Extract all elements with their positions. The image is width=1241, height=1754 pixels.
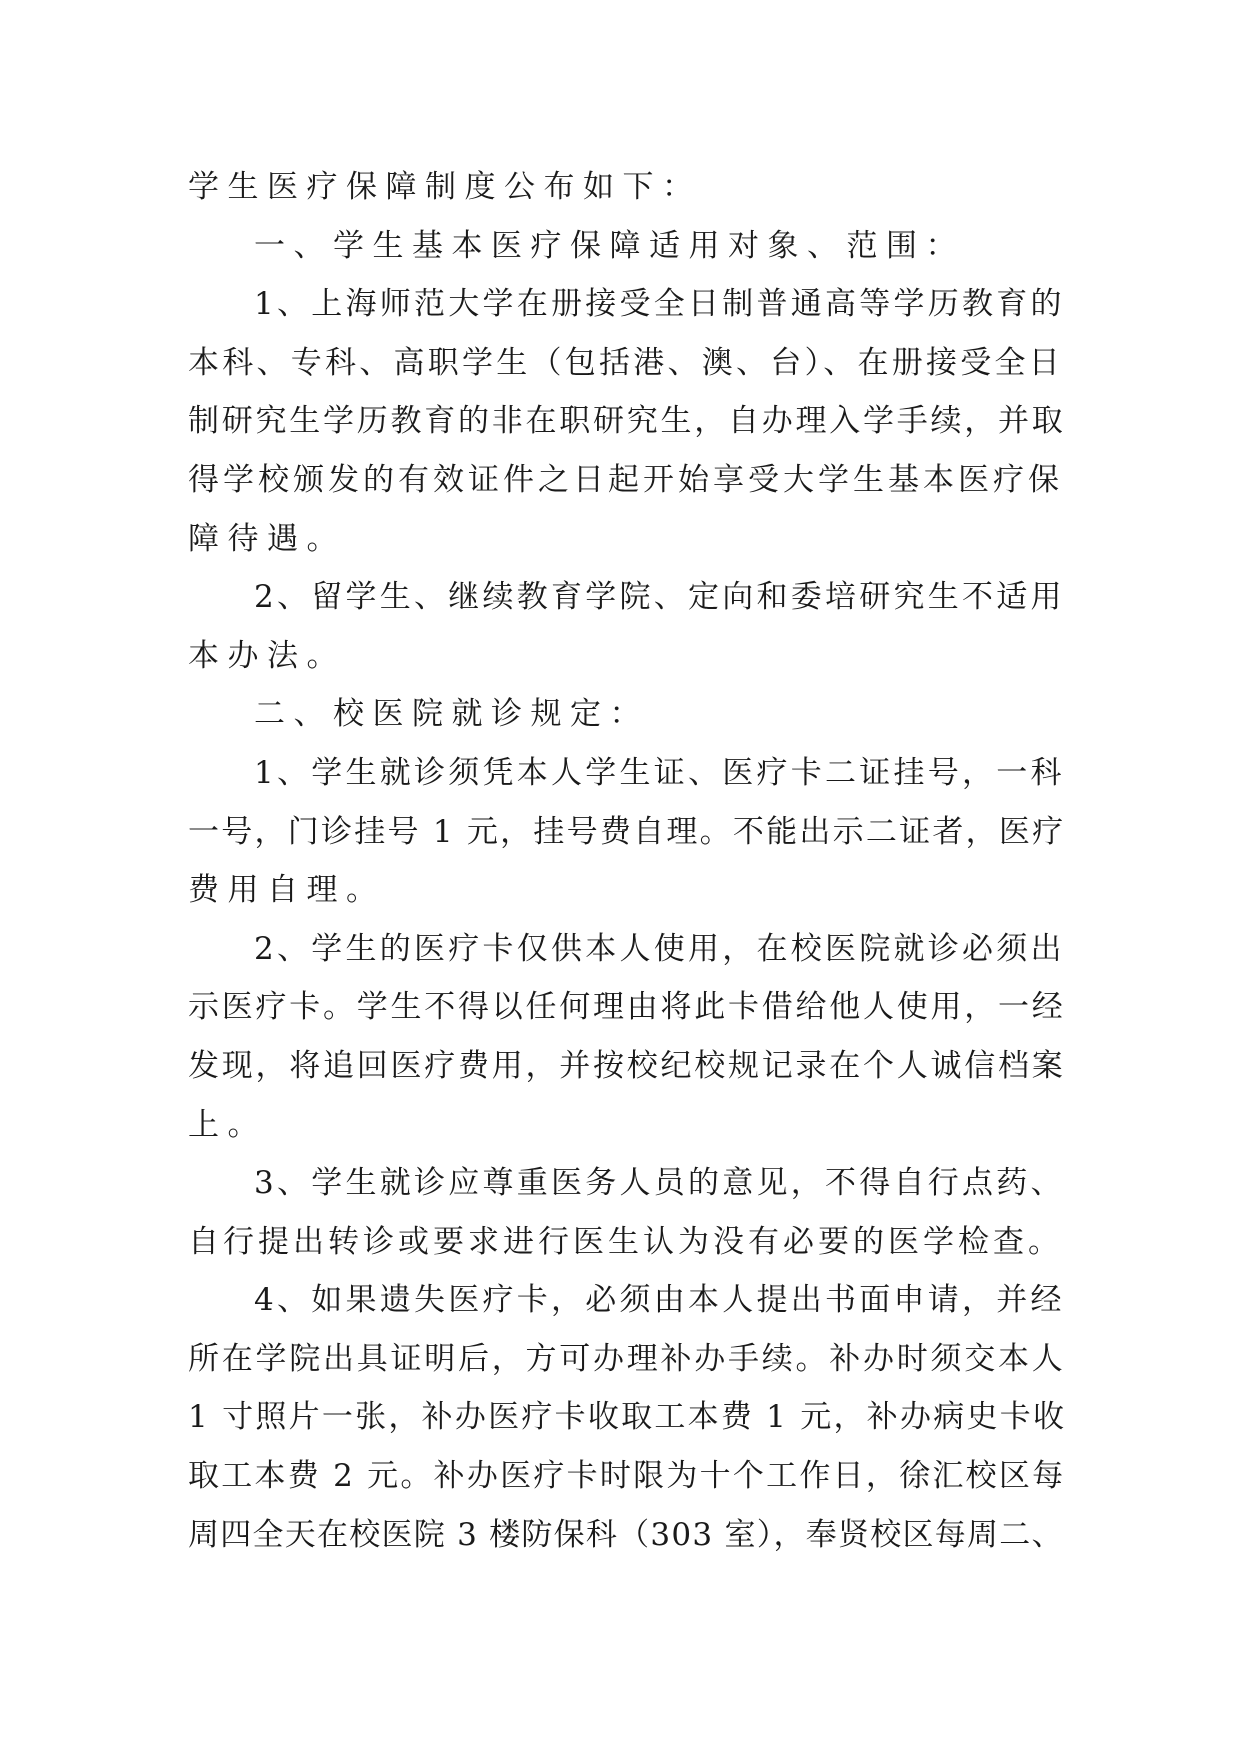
text-line: 学生医疗保障制度公布如下： — [188, 169, 702, 205]
text-line: 自行提出转诊或要求进行医生认为没有必要的医学检查。 — [188, 1223, 1063, 1260]
text-line: 1 寸照片一张，补办医疗卡收取工本费 1 元，补办病史卡收 — [188, 1399, 1067, 1436]
text-line: 3、学生就诊应尊重医务人员的意见，不得自行点药、 — [254, 1165, 1065, 1202]
text-line: 本科、专科、高职学生（包括港、澳、台）、在册接受全日 — [188, 344, 1063, 381]
text-line: 费用自理。 — [188, 872, 386, 909]
paragraph-section-2-item-3 — [188, 1154, 1068, 1271]
paragraph-intro — [188, 158, 1068, 217]
text-line: 2、留学生、继续教育学院、定向和委培研究生不适用 — [254, 579, 1065, 616]
text-line: 4、如果遗失医疗卡，必须由本人提出书面申请，并经 — [254, 1282, 1065, 1319]
text-line: 周四全天在校医院 3 楼防保科（303 室），奉贤校区每周二、 — [188, 1516, 1064, 1553]
text-line: 2、学生的医疗卡仅供本人使用，在校医院就诊必须出 — [254, 930, 1065, 967]
text-line: 障待遇。 — [188, 520, 346, 557]
text-line: 取工本费 2 元。补办医疗卡时限为十个工作日，徐汇校区每 — [188, 1458, 1066, 1495]
text-line: 制研究生学历教育的非在职研究生，自办理入学手续，并取 — [188, 403, 1066, 440]
paragraph-section-1-heading — [188, 217, 1068, 276]
text-line: 得学校颁发的有效证件之日起开始享受大学生基本医疗保 — [188, 461, 1063, 498]
text-line: 所在学院出具证明后，方可办理补办手续。补办时须交本人 — [188, 1340, 1066, 1377]
text-line: 发现，将追回医疗费用，并按校纪校规记录在个人诚信档案 — [188, 1047, 1066, 1084]
paragraph-section-2-item-4 — [188, 1271, 1068, 1564]
text-line: 1、学生就诊须凭本人学生证、医疗卡二证挂号，一科 — [254, 754, 1065, 791]
text-line: 二、校医院就诊规定： — [254, 696, 649, 733]
paragraph-section-2-item-2 — [188, 920, 1068, 1154]
paragraph-section-1-item-2 — [188, 568, 1068, 685]
text-line: 1、上海师范大学在册接受全日制普通高等学历教育的 — [254, 286, 1065, 323]
paragraph-section-2-heading — [188, 685, 1068, 744]
text-line: 示医疗卡。学生不得以任何理由将此卡借给他人使用，一经 — [188, 989, 1066, 1026]
text-line: 上。 — [188, 1106, 267, 1143]
text-line: 本办法。 — [188, 637, 346, 674]
paragraph-section-1-item-1 — [188, 275, 1068, 568]
paragraph-section-2-item-1 — [188, 744, 1068, 920]
text-line: 一号，门诊挂号 1 元，挂号费自理。不能出示二证者，医疗 — [188, 813, 1066, 850]
text-line: 一、学生基本医疗保障适用对象、范围： — [254, 227, 965, 264]
document-body — [188, 158, 1068, 1564]
